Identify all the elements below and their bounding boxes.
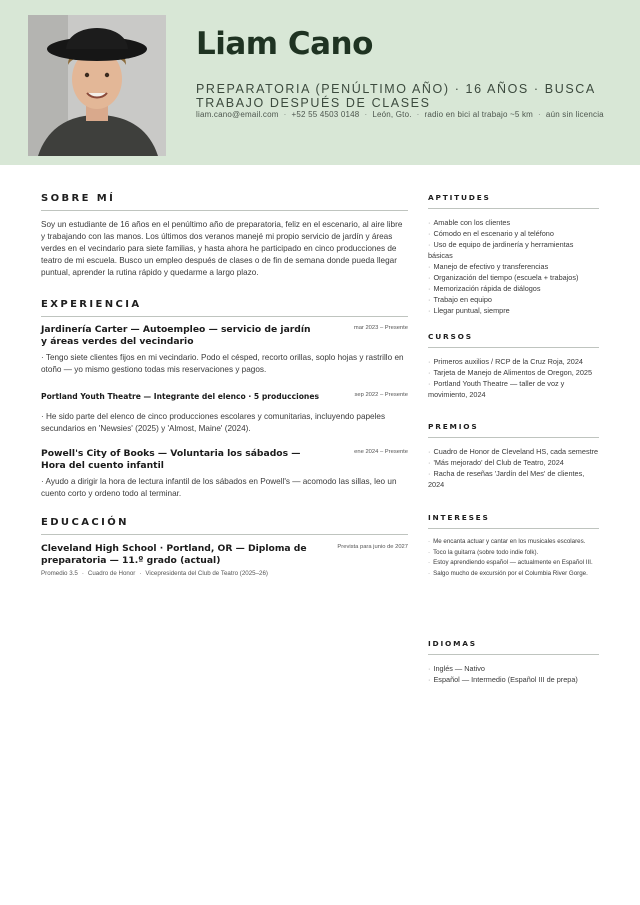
list-item: · Tarjeta de Manejo de Alimentos de Oregon, 2025 [428,368,593,377]
list-item: · Me encanta actuar y cantar en los musicales escolares. [428,538,586,545]
job-entry [41,324,408,376]
skills-section [428,193,599,316]
languages-heading: IDIOMAS [428,639,477,648]
list-item: · Manejo de efectivo y transferencias [428,262,549,271]
divider [428,654,599,655]
languages-section [428,639,599,685]
courses-heading: CURSOS [428,332,473,341]
header-band [0,0,640,165]
awards-list [428,446,599,490]
education-section-title [41,517,408,535]
candidate-name: Liam Cano [196,26,373,62]
education-entry [41,543,408,577]
education-heading: EDUCACIÓN [41,517,129,528]
job-entry [41,391,408,435]
awards-section [428,422,599,490]
about-heading: SOBRE MÍ [41,193,116,204]
divider [428,437,599,438]
job-description: · Ayudo a dirigir la hora de lectura infantil de los sábados en Powell's — acomodo las sillas, leo un cuento corto y ordeno todo al terminar. [41,477,397,498]
list-item: · Llegar puntual, siempre [428,306,510,315]
list-item: · Cómodo en el escenario y al teléfono [428,229,554,238]
courses-section [428,332,599,400]
contact-phone[interactable]: +52 55 4503 0148 [291,110,360,119]
job-date: ene 2024 – Presente [354,449,408,455]
list-item: · Salgo mucho de excursión por el Columbia River Gorge. [428,569,588,577]
list-item: · Estoy aprendiendo español — actualmente en Español III. [428,559,593,566]
awards-heading: PREMIOS [428,422,479,431]
interests-heading: INTERESES [428,513,490,522]
skills-heading: APTITUDES [428,193,491,202]
graduation-date: Prevista para junio de 2027 [337,544,408,550]
list-item: · Cuadro de Honor de Cleveland HS, cada semestre [428,447,599,456]
list-item: · 'Más mejorado' del Club de Teatro, 2024 [428,458,564,467]
job-description: · Tengo siete clientes fijos en mi vecindario. Podo el césped, recorto orillas, soplo hojas y rastrillo en otoño — yo mismo gestiono todas mis reservaciones y pagos. [41,353,404,374]
contact-license: aún sin licencia [545,110,604,119]
languages-list [428,663,599,685]
list-item: · Español — Intermedio (Español III de prepa) [428,675,578,684]
list-item: · Portland Youth Theatre — taller de voz y movimiento, 2024 [428,379,565,399]
divider [41,534,408,535]
skills-list [428,217,599,316]
contact-location: León, Gto. [372,110,412,119]
list-item: · Racha de reseñas 'Jardín del Mes' de clientes, 2024 [428,469,585,489]
contact-email[interactable]: liam.cano@email.com [196,110,279,119]
list-item: · Uso de equipo de jardinería y herramientas básicas [428,240,574,260]
job-title: Portland Youth Theatre — Integrante del elenco · 5 producciones [41,392,319,401]
list-item: · Organización del tiempo (escuela + trabajos) [428,273,579,282]
courses-list [428,356,599,400]
contact-line: liam.cano@email.com · +52 55 4503 0148 · León, Gto. · radio en bici al trabajo ~5 km · aún sin licencia [196,110,604,119]
list-item: · Primeros auxilios / RCP de la Cruz Roja, 2024 [428,357,583,366]
experience-heading: EXPERIENCIA [41,299,142,310]
divider [428,528,599,529]
portrait-photo [28,15,166,156]
club-role: Vicepresidenta del Club de Teatro (2025–26) [145,570,268,577]
school-name: Cleveland High School · Portland, OR — Diploma de preparatoria — 11.º grado (actual) [41,543,307,566]
job-description: · He sido parte del elenco de cinco producciones escolares y comunitarias, incluyendo papeles secundarios en 'Newsies' (2025) y 'Almost, Maine' (2024). [41,411,386,433]
honor-roll: Cuadro de Honor [87,570,136,577]
about-text: Soy un estudiante de 16 años en el penúltimo año de preparatoria, feliz en el escenario, al aire libre y trabajando con las manos. Los últimos dos veranos manejé mi propio servicio de jardín y áreas verdes en el vecindario para siete familias, y hasta ahora he participado en cinco producciones de teatro de mi escuela. Busco un empleo después de clases o de fin de semana donde pueda llegar puntual, aprender la rutina rápido y quedarme a largo plazo. [41,220,403,277]
job-title: Jardinería Carter — Autoempleo — servicio de jardín y áreas verdes del vecindario [41,324,311,347]
about-section-title [41,193,408,211]
list-item: · Memorización rápida de diálogos [428,284,541,293]
list-item: · Amable con los clientes [428,218,511,227]
experience-section-title [41,299,408,317]
education-meta: Promedio 3.5 · Cuadro de Honor · Vicepresidenta del Club de Teatro (2025–26) [41,570,268,577]
interests-list [428,537,599,579]
tagline: PREPARATORIA (PENÚLTIMO AÑO) · 16 AÑOS · BUSCA TRABAJO DESPUÉS DE CLASES [196,82,596,110]
contact-commute: radio en bici al trabajo ~5 km [424,110,534,119]
divider [41,210,408,211]
job-date: sep 2022 – Presente [354,392,408,398]
job-title: Powell's City of Books — Voluntaria los sábados — Hora del cuento infantil [41,448,301,471]
list-item: · Toco la guitarra (sobre todo indie folk). [428,548,539,556]
list-item: · Inglés — Nativo [428,664,485,673]
list-item: · Trabajo en equipo [428,295,492,304]
divider [428,208,599,209]
interests-section [428,513,599,579]
divider [428,347,599,348]
divider [41,316,408,317]
gpa: Promedio 3.5 [41,570,78,577]
job-date: mar 2023 – Presente [353,325,408,331]
job-entry [41,448,408,500]
